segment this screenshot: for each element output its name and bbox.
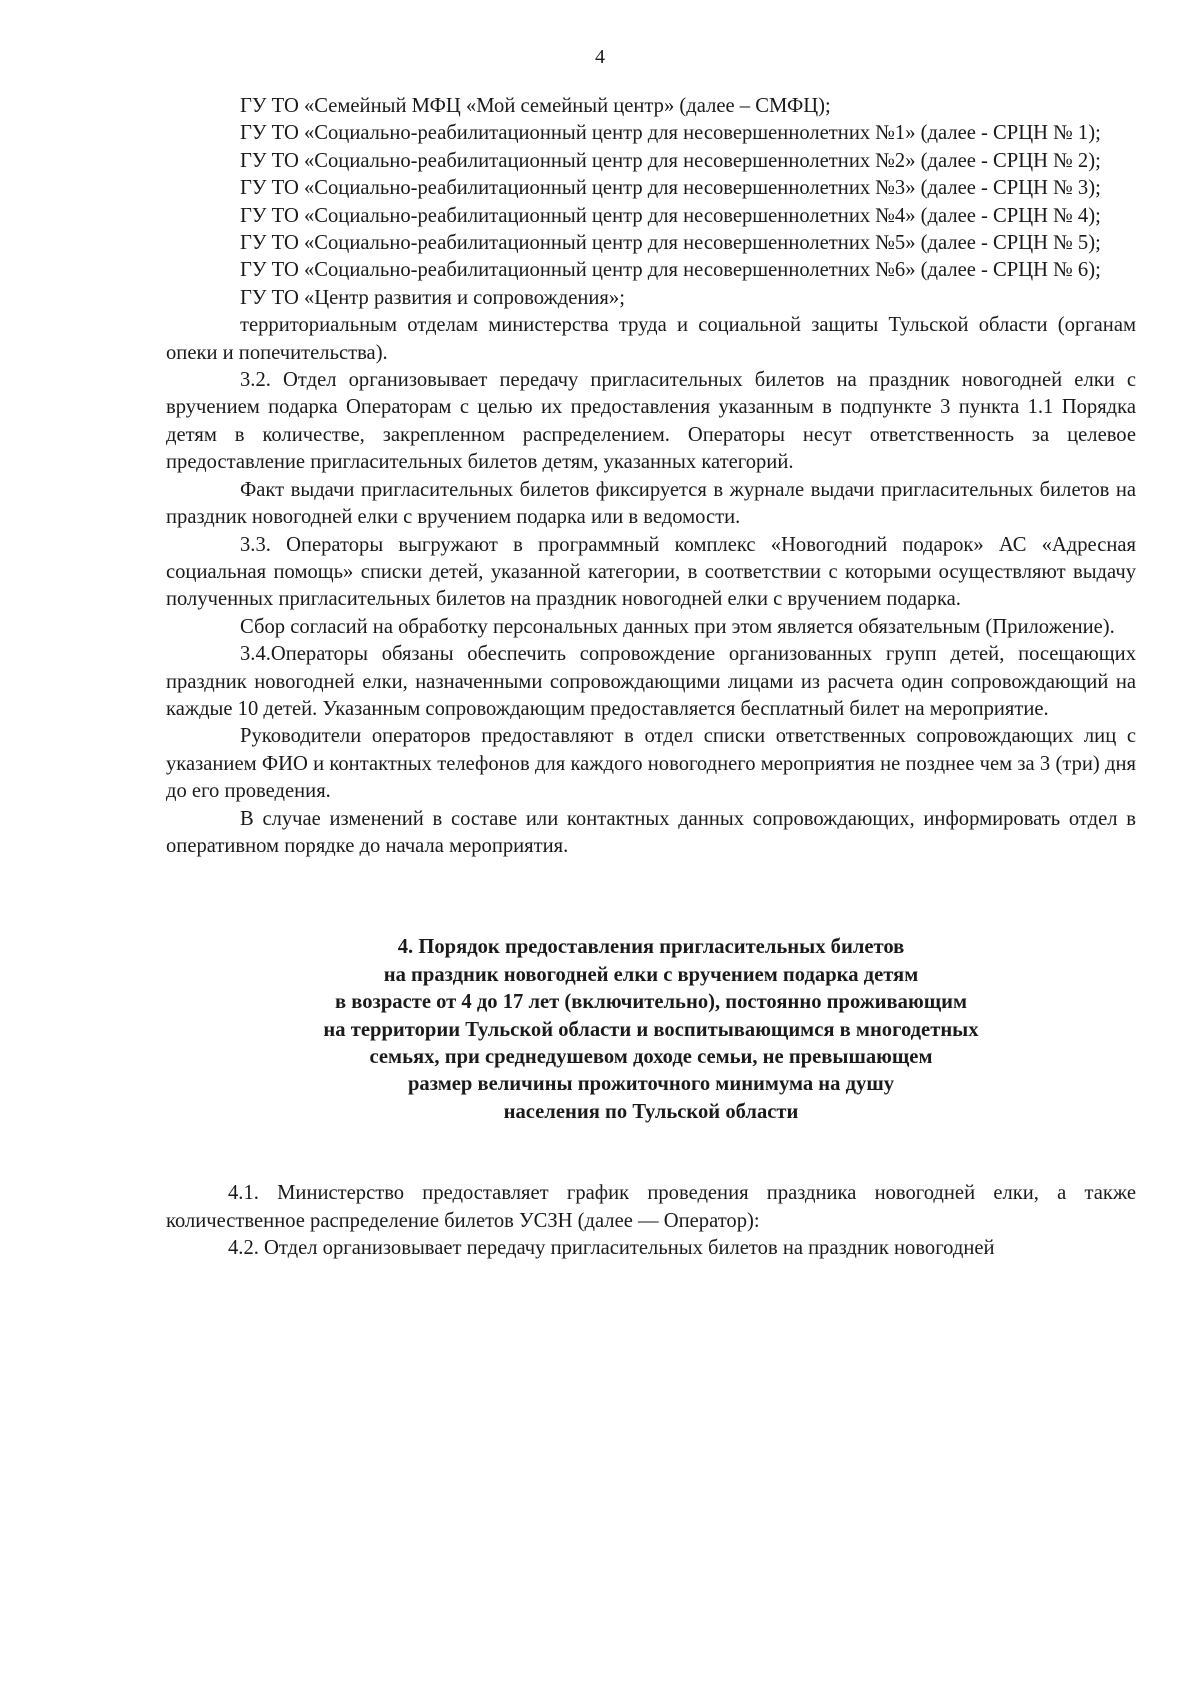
page-number: 4 [595,46,605,68]
paragraph: 4.2. Отдел организовывает передачу пригласительных билетов на праздник новогодней [228,1237,995,1260]
paragraph: 3.3. Операторы выгружают в программный комплекс «Новогодний подарок» АС «Адресная социальная помощь» списки детей, указанной категории, в соответствии с которыми осуществляют выдачу полученных пригласительных билетов на праздник новогодней елки с вручением подарка. [166,533,1136,611]
paragraph: В случае изменений в составе или контактных данных сопровождающих, информировать отдел в оперативном порядке до начала мероприятия. [166,807,1136,857]
section3-paragraphs [166,367,1136,860]
paragraph: Факт выдачи пригласительных билетов фиксируется в журнале выдачи пригласительных билетов на праздник новогодней елки с вручением подарка или в ведомости. [166,478,1136,529]
paragraph: Сбор согласий на обработку персональных данных при этом является обязательным (Приложение). [240,615,1115,638]
heading-line: в возрасте от 4 до 17 лет (включительно), постоянно проживающим [335,991,967,1014]
heading-line: 4. Порядок предоставления пригласительных билетов [397,936,905,959]
heading-line: семьях, при среднедушевом доходе семьи, не превышающем [369,1046,933,1068]
recipient-list [166,93,1136,367]
recipient-item: ГУ ТО «Центр развития и сопровождения»; [240,286,625,309]
recipient-item: ГУ ТО «Социально-реабилитационный центр для несовершеннолетних №5» (далее - СРЦН № 5); [240,232,1101,255]
recipient-item: ГУ ТО «Социально-реабилитационный центр для несовершеннолетних №2» (далее - СРЦН № 2); [240,149,1101,172]
section4-paragraphs [166,1180,1136,1262]
heading-line: размер величины прожиточного минимума на душу [407,1073,895,1096]
heading-line: на праздник новогодней елки с вручением подарка детям [383,963,919,986]
paragraph: 3.2. Отдел организовывает передачу пригласительных билетов на праздник новогодней елки с вручением подарка Операторам с целью их предоставления указанным в подпункте 3 пункта 1.1 Порядка детям в количестве, закрепленном распределением. Операторы несут ответственность за целевое предоставление пригласительных билетов детям, указанных категорий. [166,369,1136,474]
heading-line: на территории Тульской области и воспитывающимся в многодетных [323,1018,979,1041]
recipient-item: территориальным отделам министерства труда и социальной защиты Тульской области (органам опеки и попечительства). [166,314,1136,364]
document-body [166,93,1136,1262]
paragraph: 3.4.Операторы обязаны обеспечить сопровождение организованных групп детей, посещающих праздник новогодней елки, назначенными сопровождающими лицами из расчета один сопровождающий на каждые 10 детей. Указанным сопровождающим предоставляется бесплатный билет на мероприятие. [166,643,1136,720]
recipient-item: ГУ ТО «Социально-реабилитационный центр для несовершеннолетних №3» (далее - СРЦН № 3); [240,177,1101,200]
recipient-item: ГУ ТО «Социально-реабилитационный центр для несовершеннолетних №1» (далее - СРЦН № 1); [240,122,1101,145]
paragraph: Руководители операторов предоставляют в отдел списки ответственных сопровождающих лиц с указанием ФИО и контактных телефонов для каждого новогоднего мероприятия не позднее чем за 3 (три) дня до его проведения. [166,725,1136,803]
recipient-item: ГУ ТО «Семейный МФЦ «Мой семейный центр» (далее – СМФЦ); [240,95,831,117]
recipient-item: ГУ ТО «Социально-реабилитационный центр для несовершеннолетних №4» (далее - СРЦН № 4); [240,204,1101,227]
paragraph: 4.1. Министерство предоставляет график проведения праздника новогодней елки, а также количественное распределение билетов УСЗН (далее — Оператор): [166,1182,1136,1232]
section-4-heading [166,934,1136,1126]
heading-line: населения по Тульской области [503,1100,799,1123]
recipient-item: ГУ ТО «Социально-реабилитационный центр для несовершеннолетних №6» (далее - СРЦН № 6); [240,259,1101,282]
